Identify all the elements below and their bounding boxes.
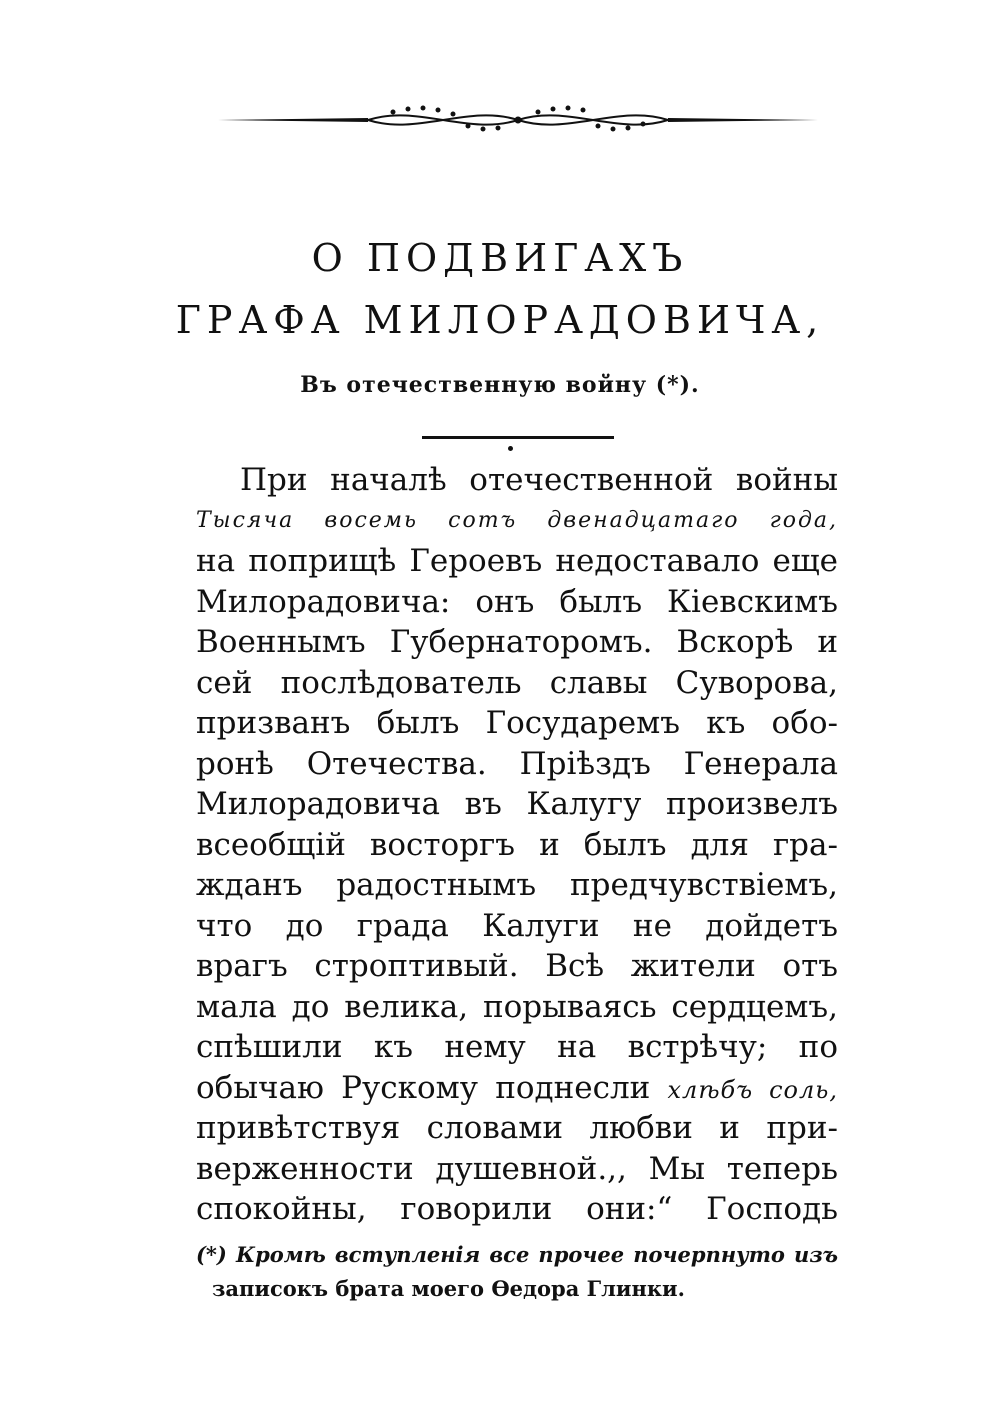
body-line: ронѣ Отечества. Пріѣздъ Генерала: [196, 745, 838, 782]
body-line: на поприщѣ Героевъ недоставало еще: [196, 543, 838, 579]
body-text: [196, 460, 838, 1230]
body-line: спокойны, говорили они:“ Господь: [196, 1191, 838, 1227]
body-line: врагъ строптивый. Всѣ жители отъ: [196, 948, 838, 984]
body-line: Милорадовича въ Калугу произвелъ: [196, 786, 838, 822]
body-line-segment: обычаю Рускому поднесли: [196, 1069, 651, 1106]
body-line-italic-segment: хлѣбъ соль,: [667, 1075, 838, 1104]
footnote-line: записокъ брата моего Ѳедора Глинки.: [212, 1276, 685, 1301]
body-line: мала до велика, порываясь сердцемъ,: [196, 988, 838, 1025]
decorative-vine-ornament-icon: [218, 98, 818, 138]
body-line: Тысяча восемь сотъ двенадцатаго года,: [196, 507, 838, 533]
body-line: привѣтствуя словами любви и при-: [196, 1110, 838, 1146]
body-line: призванъ былъ Государемъ къ обо-: [196, 705, 838, 741]
page-title-line-2: ГРАФА МИЛОРАДОВИЧА,: [175, 298, 825, 342]
title-divider: [422, 436, 614, 439]
page-title-line-1: О ПОДВИГАХЪ: [311, 236, 689, 280]
body-line: спѣшили къ нему на встрѣчу; по: [196, 1029, 838, 1065]
divider-dot: [508, 446, 513, 451]
body-line: всеобщій восторгъ и былъ для гра-: [196, 826, 838, 863]
body-line-mixed: [196, 1068, 838, 1109]
body-line: При началѣ отечественной войны: [240, 462, 838, 498]
body-line: что до града Калуги не дойдетъ: [196, 907, 838, 944]
footnote-line: (*) Кромѣ вступленія все прочее почерпнуто изъ: [196, 1242, 838, 1267]
body-line: Милорадовича: онъ былъ Кіевскимъ: [196, 583, 838, 620]
body-line: сей послѣдователь славы Суворова,: [196, 664, 838, 701]
body-line: верженности душевной.,, Мы теперь: [196, 1150, 838, 1187]
body-line: жданъ радостнымъ предчувствіемъ,: [196, 867, 838, 903]
body-line: Военнымъ Губернаторомъ. Вскорѣ и: [196, 624, 838, 660]
footnote: [196, 1238, 838, 1306]
page-subtitle: Въ отечественную войну (*).: [300, 372, 700, 398]
